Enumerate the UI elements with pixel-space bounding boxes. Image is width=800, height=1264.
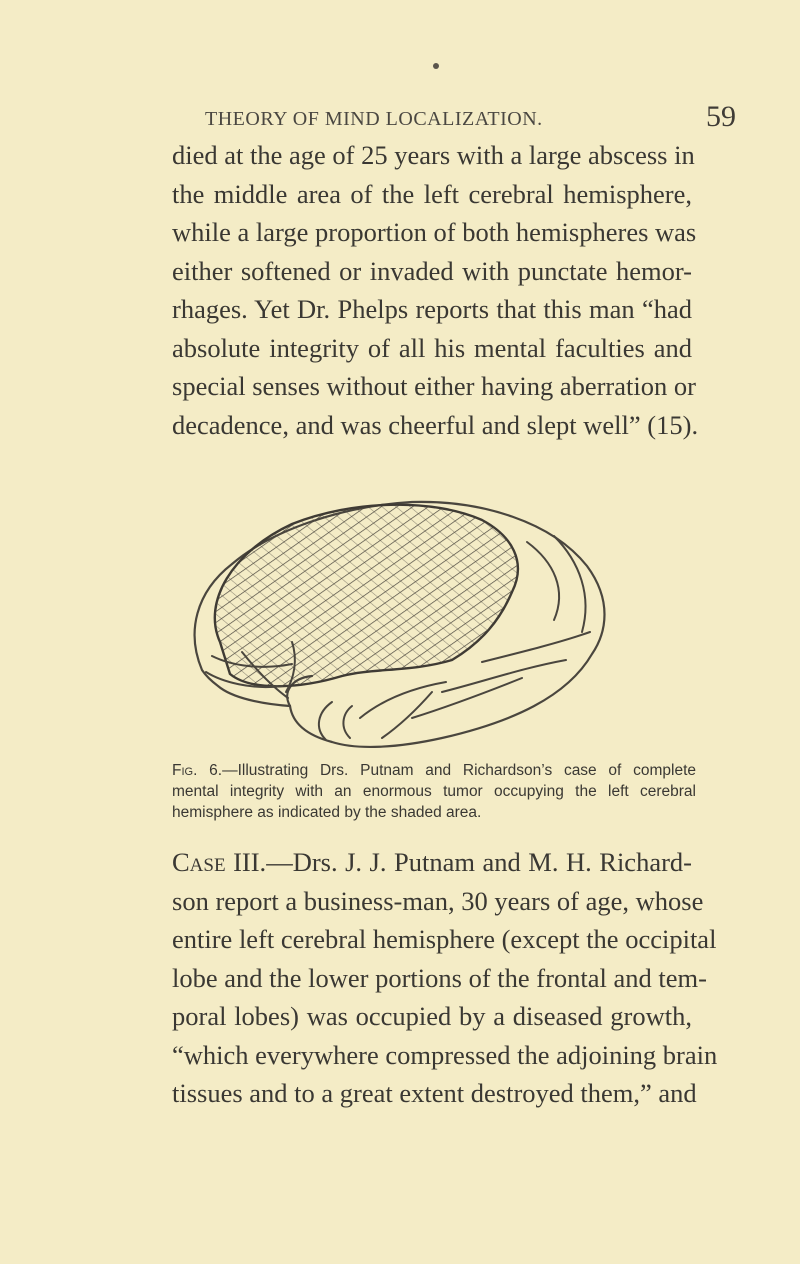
paragraph-1: [172, 136, 699, 444]
text-line: tissues and to a great extent destroyed them,” and: [172, 1078, 697, 1108]
caption-line: [172, 760, 696, 781]
text-line: [172, 843, 692, 882]
text-line: rhages. Yet Dr. Phelps reports that this man “had: [172, 294, 692, 324]
text-fragment: —Drs. J. J. Putnam and M. H. Richard-: [266, 847, 692, 877]
text-line: died at the age of 25 years with a large abscess in: [172, 140, 695, 170]
page-number: 59: [706, 100, 736, 133]
caption-text: —Illustrating Drs. Putnam and Richardson’s case of complete: [222, 762, 696, 779]
text-line: entire left cerebral hemisphere (except the occipital: [172, 924, 717, 954]
running-head: THEORY OF MIND LOCALIZATION.: [205, 108, 543, 130]
text-line: absolute integrity of all his mental faculties and: [172, 332, 692, 363]
text-line: son report a business-man, 30 years of age, whose: [172, 885, 704, 916]
text-line: lobe and the lower portions of the frontal and tem-: [172, 962, 707, 993]
paragraph-2: [172, 843, 718, 1113]
text-line: special senses without either having aberration or: [172, 371, 696, 401]
text-line: while a large proportion of both hemispheres was: [172, 217, 697, 247]
brain-illustration: [182, 492, 622, 754]
tumor-shaded-area: [182, 492, 622, 754]
caption-line: hemisphere as indicated by the shaded area.: [172, 804, 482, 821]
text-line: the middle area of the left cerebral hemisphere,: [172, 178, 692, 209]
figure-caption: [172, 760, 696, 823]
text-line: either softened or invaded with punctate hemor-: [172, 255, 692, 286]
print-speck: [433, 63, 439, 69]
text-line: “which everywhere compressed the adjoining brain: [172, 1039, 718, 1070]
figure-label: Fig. 6.: [172, 762, 223, 779]
caption-line: mental integrity with an enormous tumor occupying the left cerebral: [172, 783, 696, 800]
text-line: poral lobes) was occupied by a diseased growth,: [172, 1001, 692, 1031]
text-line: decadence, and was cheerful and slept well” (15).: [172, 409, 699, 440]
case-label: Case III.: [172, 847, 267, 877]
